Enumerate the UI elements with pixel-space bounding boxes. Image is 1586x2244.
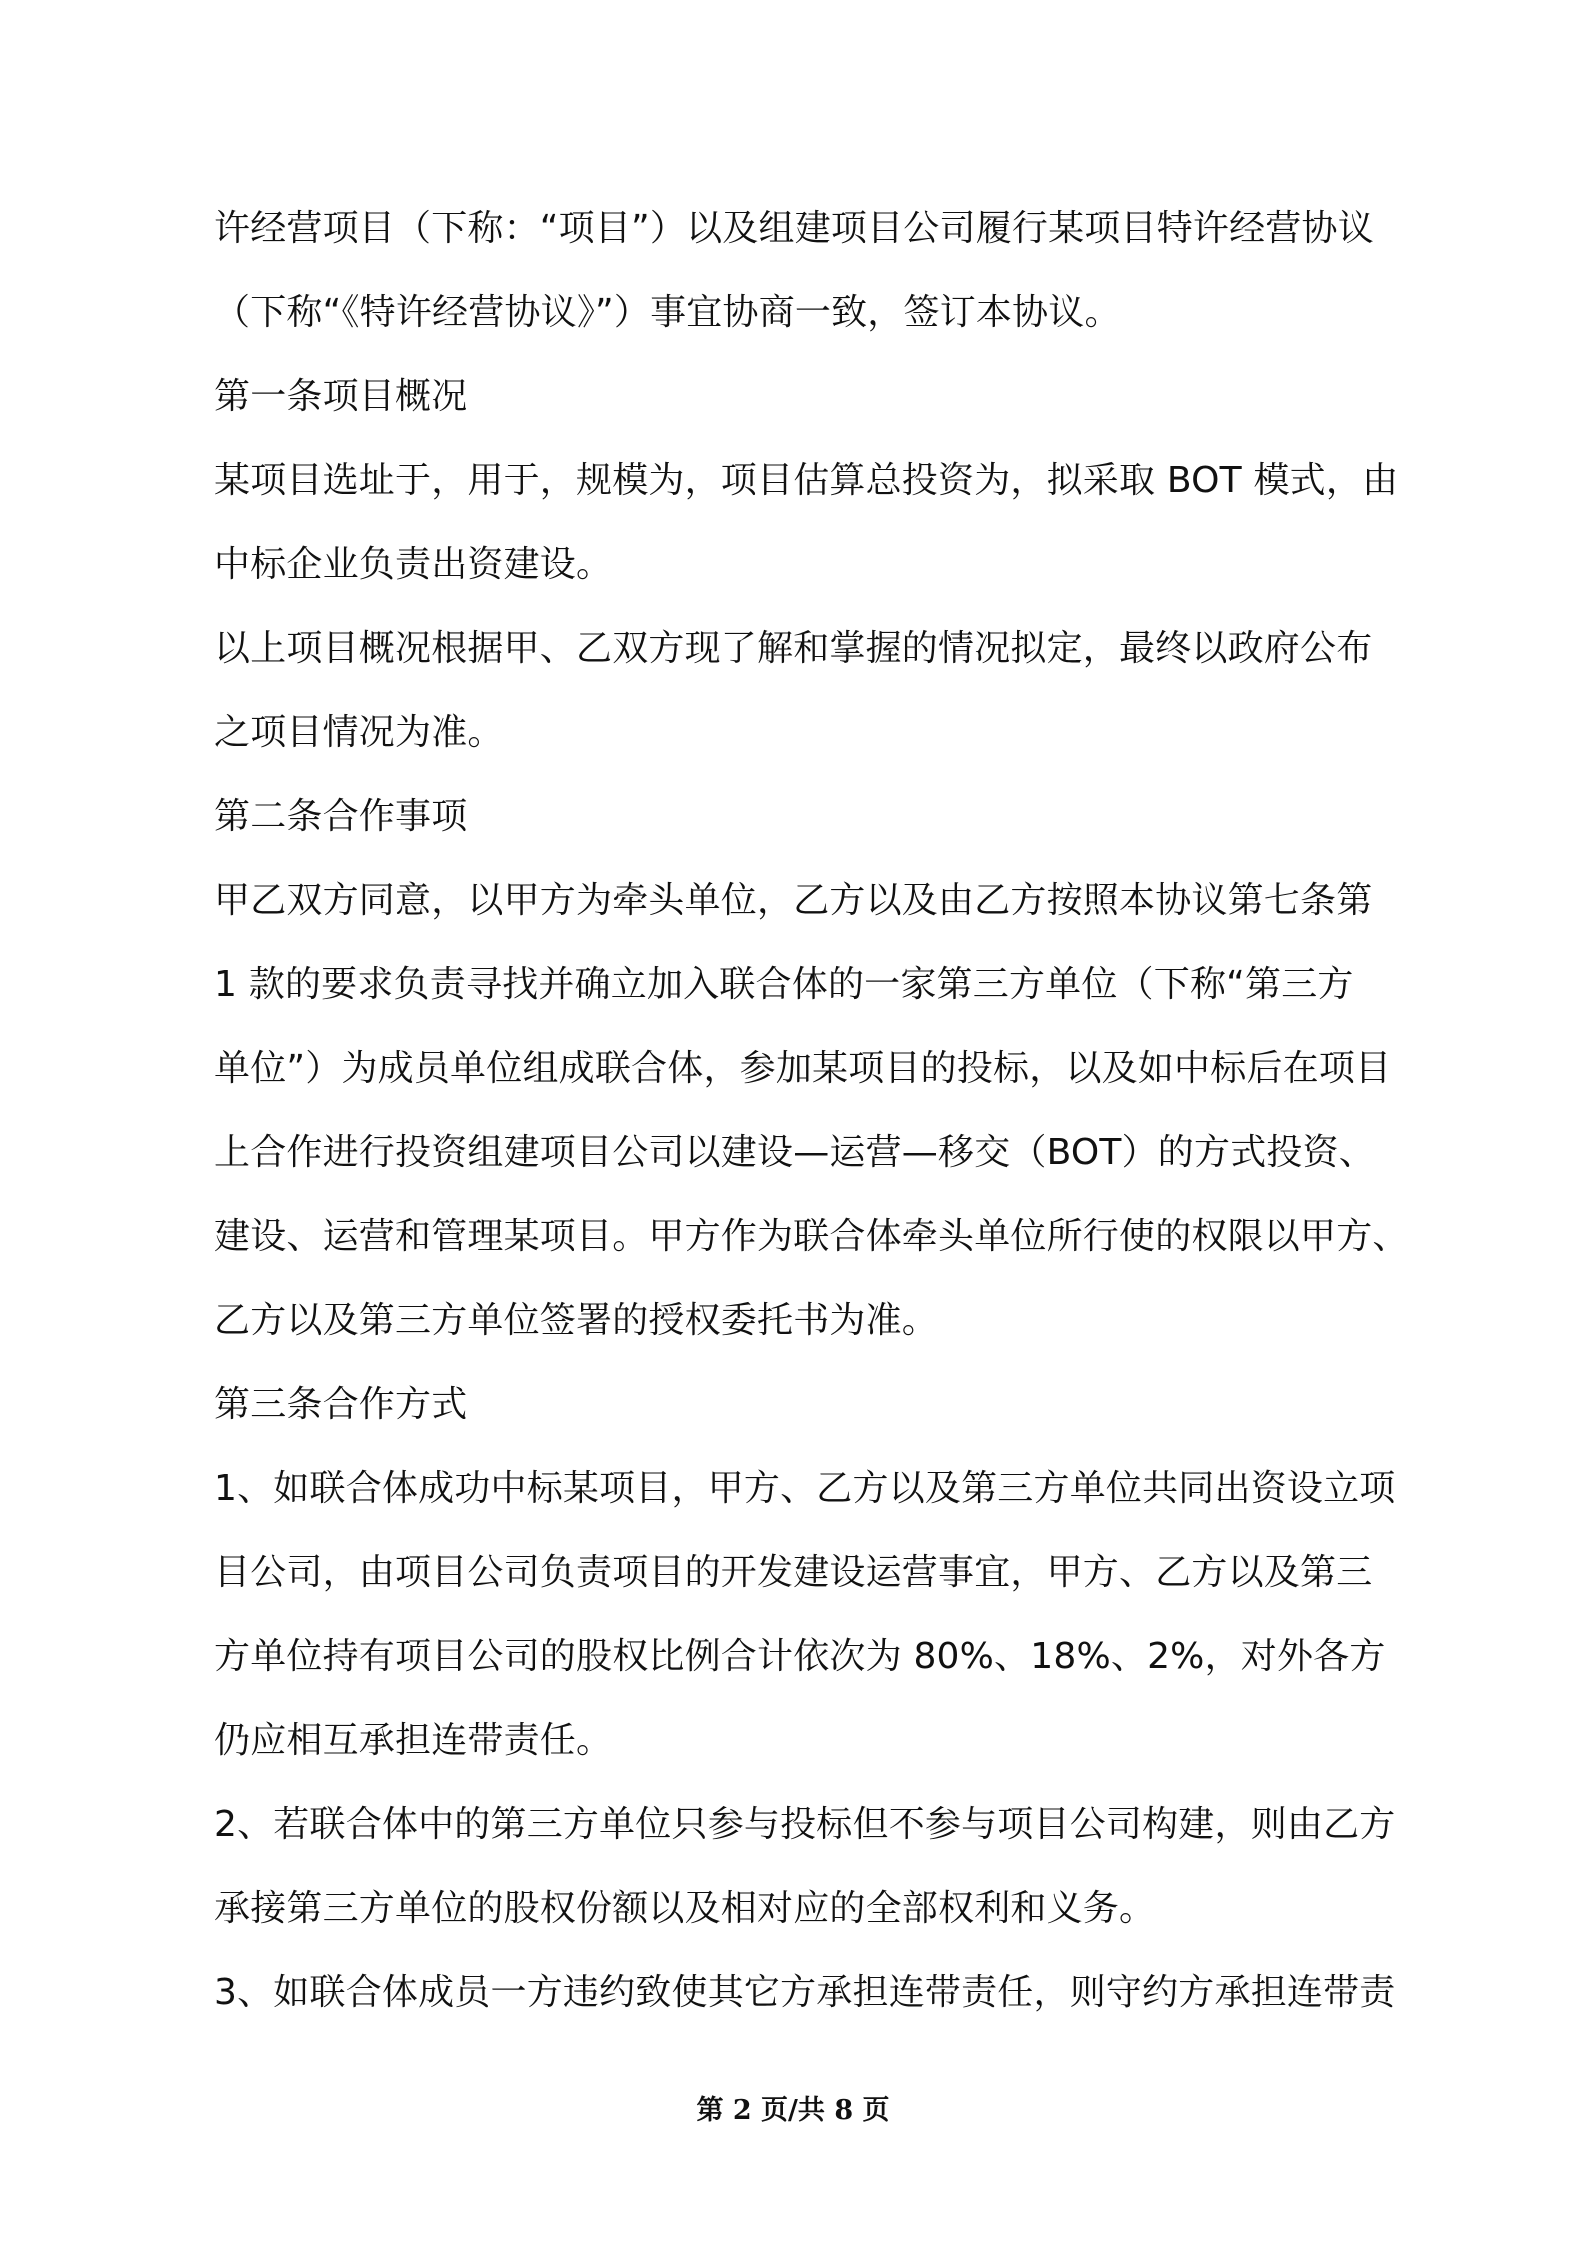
page-number-footer: 第 2 页/共 8 页 (696, 2095, 890, 2126)
text-line: 3、如联合体成员一方违约致使其它方承担连带责任，则守约方承担连带责 (214, 1972, 1396, 2013)
text-line: 承接第三方单位的股权份额以及相对应的全部权利和义务。 (214, 1888, 1156, 1929)
text-line: 方单位持有项目公司的股权比例合计依次为 80%、18%、2%，对外各方 (214, 1636, 1386, 1677)
section-heading: 第二条合作事项 (214, 796, 468, 837)
text-line: 之项目情况为准。 (214, 712, 504, 753)
section-heading: 第一条项目概况 (214, 376, 468, 417)
text-line: 2、若联合体中的第三方单位只参与投标但不参与项目公司构建，则由乙方 (214, 1804, 1396, 1845)
text-line: 以上项目概况根据甲、乙双方现了解和掌握的情况拟定，最终以政府公布 (214, 628, 1373, 669)
text-line: 1 款的要求负责寻找并确立加入联合体的一家第三方单位（下称“第三方 (214, 964, 1354, 1005)
text-line: 上合作进行投资组建项目公司以建设—运营—移交（BOT）的方式投资、 (214, 1132, 1375, 1173)
text-line: 许经营项目（下称：“项目”）以及组建项目公司履行某项目特许经营协议 (214, 208, 1374, 249)
text-line: （下称“《特许经营协议》”）事宜协商一致，签订本协议。 (214, 292, 1121, 333)
section-heading: 第三条合作方式 (214, 1384, 468, 1425)
text-line: 目公司，由项目公司负责项目的开发建设运营事宜，甲方、乙方以及第三 (214, 1552, 1373, 1593)
text-line: 建设、运营和管理某项目。甲方作为联合体牵头单位所行使的权限以甲方、 (214, 1216, 1409, 1257)
text-line: 仍应相互承担连带责任。 (214, 1720, 613, 1761)
text-line: 单位”）为成员单位组成联合体，参加某项目的投标，以及如中标后在项目 (214, 1048, 1392, 1089)
text-line: 中标企业负责出资建设。 (214, 544, 613, 585)
text-line: 乙方以及第三方单位签署的授权委托书为准。 (214, 1300, 939, 1341)
text-line: 1、如联合体成功中标某项目，甲方、乙方以及第三方单位共同出资设立项 (214, 1468, 1396, 1509)
text-line: 某项目选址于，用于，规模为，项目估算总投资为，拟采取 BOT 模式，由 (214, 460, 1399, 501)
text-line: 甲乙双方同意，以甲方为牵头单位，乙方以及由乙方按照本协议第七条第 (214, 880, 1373, 921)
